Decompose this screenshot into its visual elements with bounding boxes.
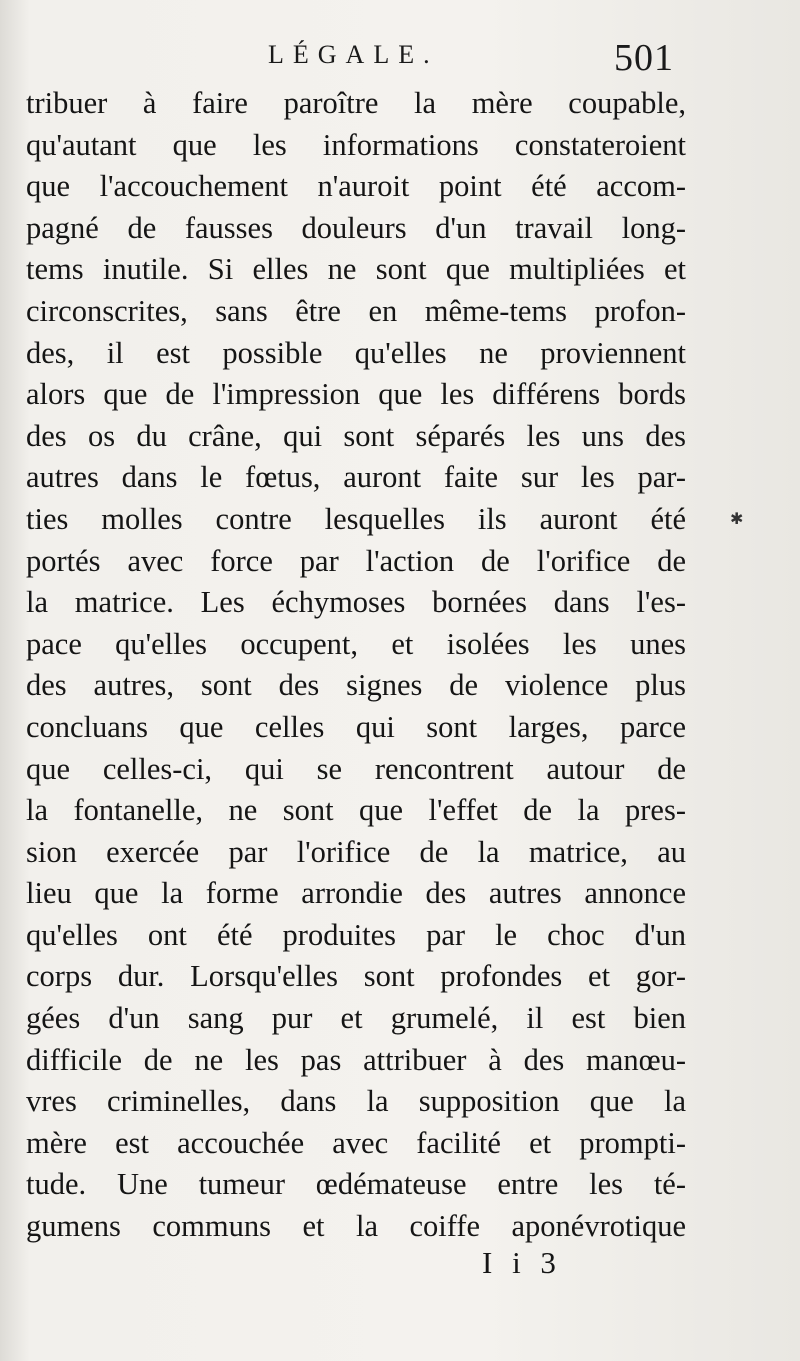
text-line: corps dur. Lorsqu'elles sont profondes et gor- bbox=[26, 959, 686, 994]
text-line: qu'elles ont été produites par le choc d'un bbox=[26, 917, 686, 952]
text-line: autres dans le fœtus, auront faite sur les par- bbox=[26, 460, 686, 495]
text-line: tude. Une tumeur œdémateuse entre les té- bbox=[26, 1167, 686, 1202]
text-line: tems inutile. Si elles ne sont que multipliées et bbox=[26, 252, 686, 287]
page-number: 501 bbox=[614, 37, 674, 79]
ink-speck: ✱ bbox=[730, 511, 744, 528]
text-line: difficile de ne les pas attribuer à des manœu- bbox=[26, 1042, 686, 1077]
text-line: vres criminelles, dans la supposition que la bbox=[26, 1084, 686, 1119]
text-line: que l'accouchement n'auroit point été accom- bbox=[26, 169, 686, 204]
text-line: pace qu'elles occupent, et isolées les unes bbox=[26, 626, 686, 661]
text-line: la fontanelle, ne sont que l'effet de la pres- bbox=[26, 793, 686, 828]
text-line: qu'autant que les informations constateroient bbox=[26, 127, 686, 162]
text-line: gées d'un sang pur et grumelé, il est bien bbox=[26, 1001, 686, 1036]
text-line: des, il est possible qu'elles ne proviennent bbox=[26, 335, 686, 370]
text-line: gumens communs et la coiffe aponévrotique bbox=[26, 1209, 686, 1244]
text-line: mère est accouchée avec facilité et prompti- bbox=[26, 1125, 686, 1160]
text-line: la matrice. Les échymoses bornées dans l'es- bbox=[26, 585, 686, 620]
text-line: ties molles contre lesquelles ils auront été bbox=[26, 501, 686, 536]
body-text bbox=[26, 83, 686, 1248]
text-line: lieu que la forme arrondie des autres annonce bbox=[26, 876, 686, 911]
signature-mark: I i 3 bbox=[482, 1245, 562, 1280]
text-line: pagné de fausses douleurs d'un travail long- bbox=[26, 210, 686, 245]
text-line: circonscrites, sans être en même-tems profon- bbox=[26, 293, 686, 328]
text-line: concluans que celles qui sont larges, parce bbox=[26, 709, 686, 744]
text-line: alors que de l'impression que les différens bords bbox=[26, 377, 686, 412]
running-head: LÉGALE. bbox=[268, 40, 439, 69]
page-header bbox=[0, 36, 800, 88]
text-line: sion exercée par l'orifice de la matrice, au bbox=[26, 834, 686, 869]
text-line: tribuer à faire paroître la mère coupable, bbox=[26, 86, 686, 120]
text-line: que celles-ci, qui se rencontrent autour de bbox=[26, 751, 686, 786]
text-line: des os du crâne, qui sont séparés les uns des bbox=[26, 418, 686, 453]
text-line: portés avec force par l'action de l'orifice de bbox=[26, 543, 686, 578]
text-line: des autres, sont des signes de violence plus bbox=[26, 668, 686, 703]
